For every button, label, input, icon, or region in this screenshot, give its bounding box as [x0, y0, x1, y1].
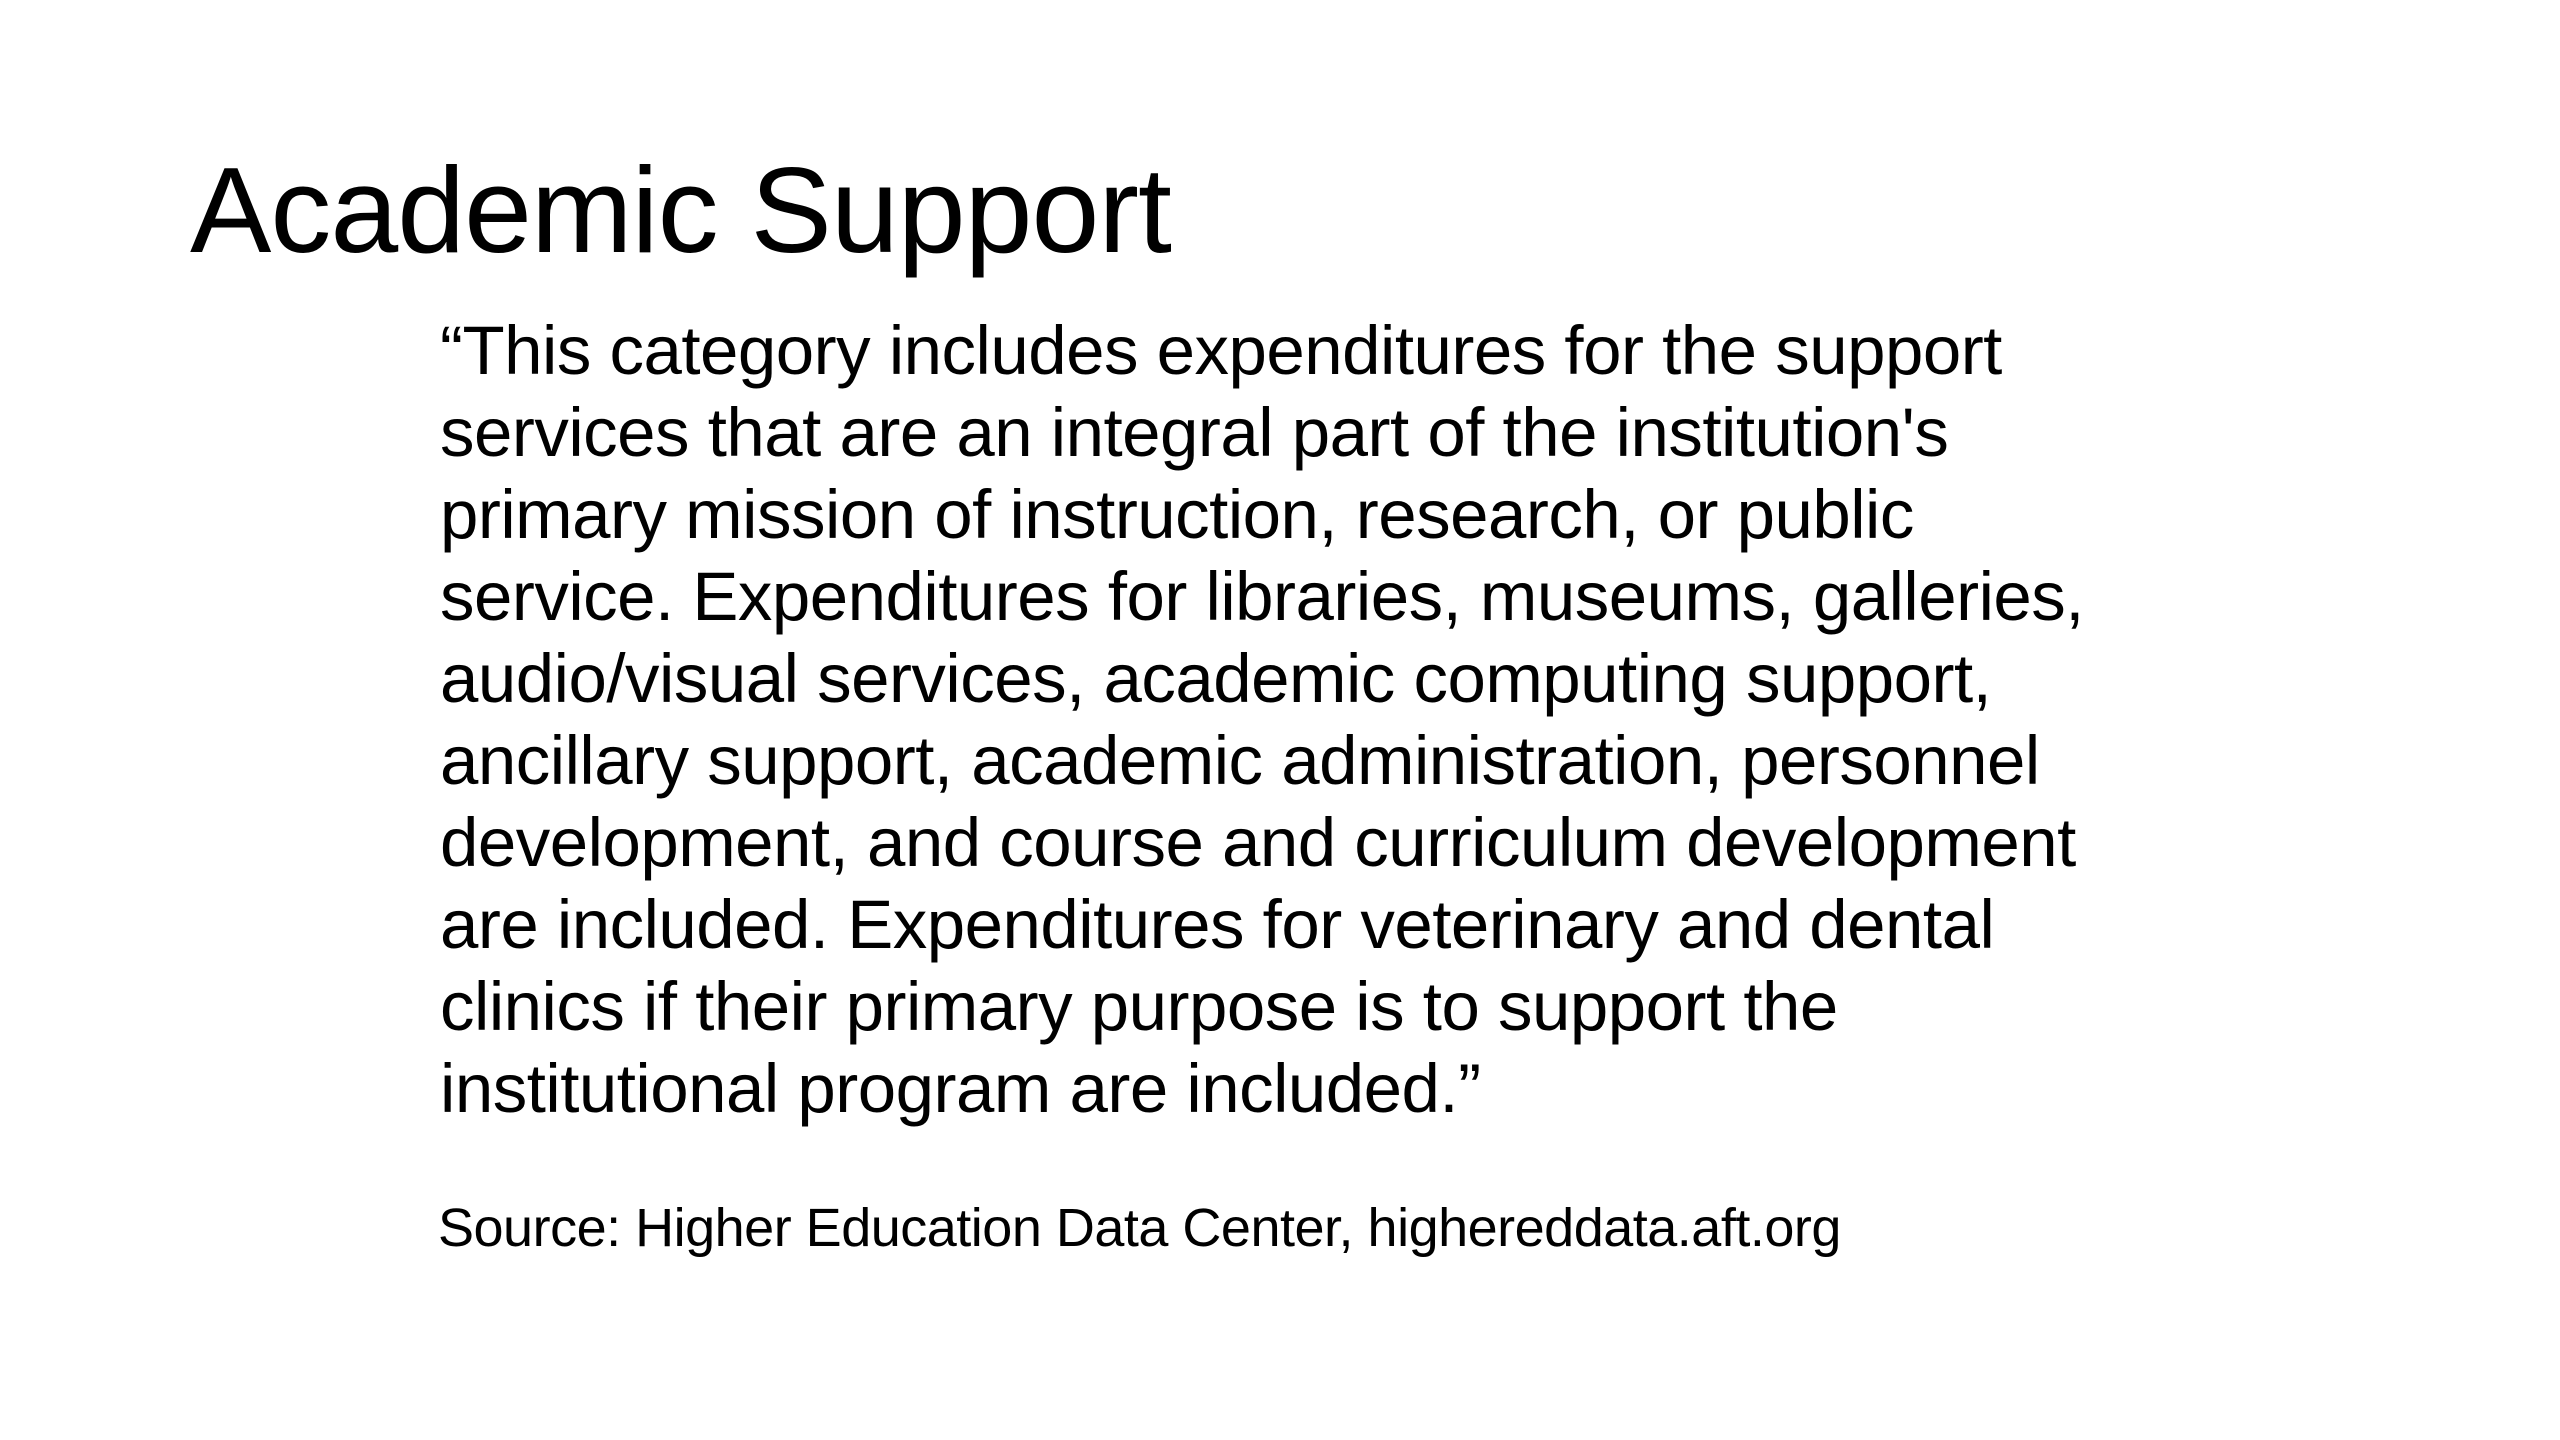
quote-line: are included. Expenditures for veterinary and dental [440, 886, 1995, 963]
quote-line: institutional program are included.” [440, 1050, 1481, 1127]
quote-line: “This category includes expenditures for the support [440, 312, 2002, 389]
quote-line: audio/visual services, academic computing support, [440, 640, 1992, 717]
quote-line: services that are an integral part of the institution's [440, 394, 1949, 471]
quote-line: development, and course and curriculum development [440, 804, 2076, 881]
slide-title: Academic Support [190, 142, 1171, 278]
quote-line: ancillary support, academic administration, personnel [440, 722, 2040, 799]
quote-paragraph [440, 310, 2084, 1130]
quote-line: primary mission of instruction, research, or public [440, 476, 1914, 553]
source-text: Source: Higher Education Data Center, highereddata.aft.org [438, 1198, 1841, 1258]
quote-line: service. Expenditures for libraries, museums, galleries, [440, 558, 2084, 635]
quote-line: clinics if their primary purpose is to support the [440, 968, 1838, 1045]
